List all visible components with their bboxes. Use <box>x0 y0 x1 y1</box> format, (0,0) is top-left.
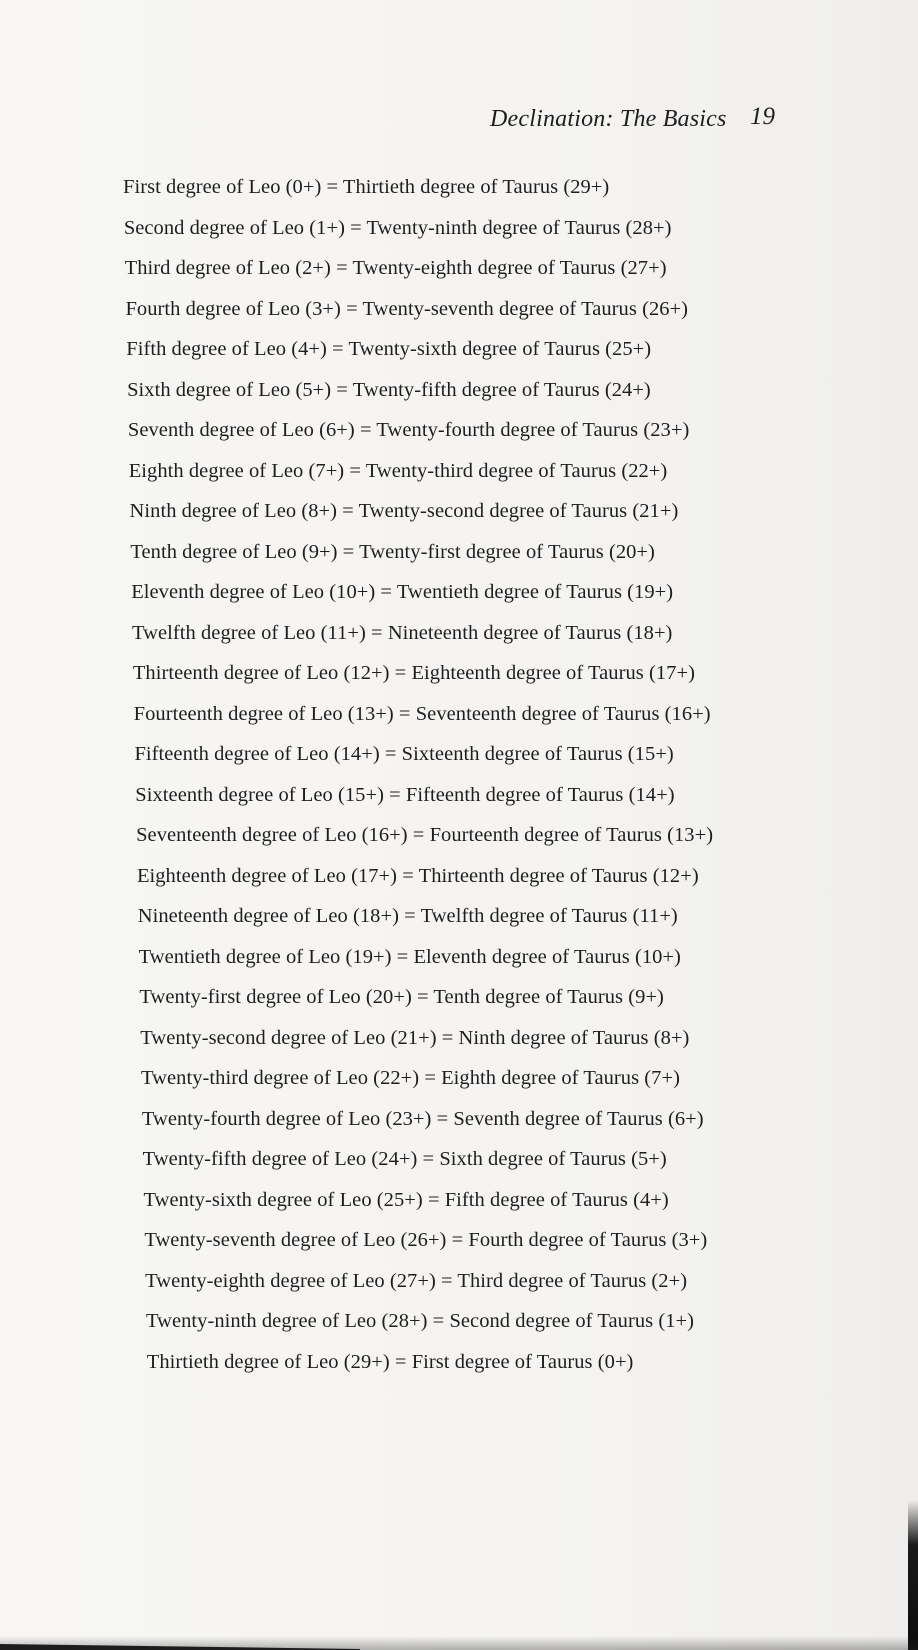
list-item: Third degree of Leo (2+) = Twenty-eighth degree of Taurus (27+) <box>124 257 667 279</box>
list-item: Twenty-first degree of Leo (20+) = Tenth degree of Taurus (9+) <box>139 986 664 1008</box>
list-item: Seventeenth degree of Leo (16+) = Fourteenth degree of Taurus (13+) <box>136 824 714 846</box>
list-item: Second degree of Leo (1+) = Twenty-ninth degree of Taurus (28+) <box>123 216 672 239</box>
list-item: Fifteenth degree of Leo (14+) = Sixteenth degree of Taurus (15+) <box>134 743 674 765</box>
list-item: Sixteenth degree of Leo (15+) = Fifteenth degree of Taurus (14+) <box>135 783 675 806</box>
list-item: Thirtieth degree of Leo (29+) = First degree of Taurus (0+) <box>146 1350 634 1373</box>
list-item: Twenty-eighth degree of Leo (27+) = Third degree of Taurus (2+) <box>145 1269 688 1292</box>
list-item: Twenty-ninth degree of Leo (28+) = Second degree of Taurus (1+) <box>145 1310 694 1332</box>
list-item: Eighth degree of Leo (7+) = Twenty-third degree of Taurus (22+) <box>128 459 668 482</box>
running-header-title: Declination: The Basics <box>490 106 727 132</box>
list-item: Twenty-fourth degree of Leo (23+) = Seventh degree of Taurus (6+) <box>141 1107 704 1130</box>
list-item: Seventh degree of Leo (6+) = Twenty-fourth degree of Taurus (23+) <box>127 419 690 441</box>
list-item: Eleventh degree of Leo (10+) = Twentieth degree of Taurus (19+) <box>131 581 674 603</box>
list-item: Twenty-sixth degree of Leo (25+) = Fifth degree of Taurus (4+) <box>143 1188 669 1211</box>
list-item: Eighteenth degree of Leo (17+) = Thirteenth degree of Taurus (12+) <box>136 864 699 887</box>
list-item: Ninth degree of Leo (8+) = Twenty-second degree of Taurus (21+) <box>129 500 679 522</box>
list-item: Nineteenth degree of Leo (18+) = Twelfth degree of Taurus (11+) <box>137 905 678 927</box>
list-item: Fifth degree of Leo (4+) = Twenty-sixth degree of Taurus (25+) <box>126 338 652 360</box>
list-item: Tenth degree of Leo (9+) = Twenty-first degree of Taurus (20+) <box>130 540 655 563</box>
book-spine-edge <box>908 1500 918 1650</box>
list-item: Twenty-second degree of Leo (21+) = Ninth degree of Taurus (8+) <box>140 1026 690 1049</box>
list-item: Twenty-fifth degree of Leo (24+) = Sixth degree of Taurus (5+) <box>142 1148 667 1170</box>
list-item: First degree of Leo (0+) = Thirtieth degree of Taurus (29+) <box>123 176 610 198</box>
list-item: Twelfth degree of Leo (11+) = Nineteenth degree of Taurus (18+) <box>132 621 673 644</box>
list-item: Fourteenth degree of Leo (13+) = Seventeenth degree of Taurus (16+) <box>133 702 711 725</box>
list-item: Twentieth degree of Leo (19+) = Eleventh degree of Taurus (10+) <box>138 945 681 968</box>
list-item: Twenty-seventh degree of Leo (26+) = Fourth degree of Taurus (3+) <box>144 1229 708 1251</box>
list-item: Twenty-third degree of Leo (22+) = Eighth degree of Taurus (7+) <box>141 1067 680 1089</box>
page-number: 19 <box>750 103 775 130</box>
list-item: Thirteenth degree of Leo (12+) = Eighteenth degree of Taurus (17+) <box>132 662 695 684</box>
list-item: Sixth degree of Leo (5+) = Twenty-fifth degree of Taurus (24+) <box>127 378 651 401</box>
list-item: Fourth degree of Leo (3+) = Twenty-seventh degree of Taurus (26+) <box>125 297 689 320</box>
